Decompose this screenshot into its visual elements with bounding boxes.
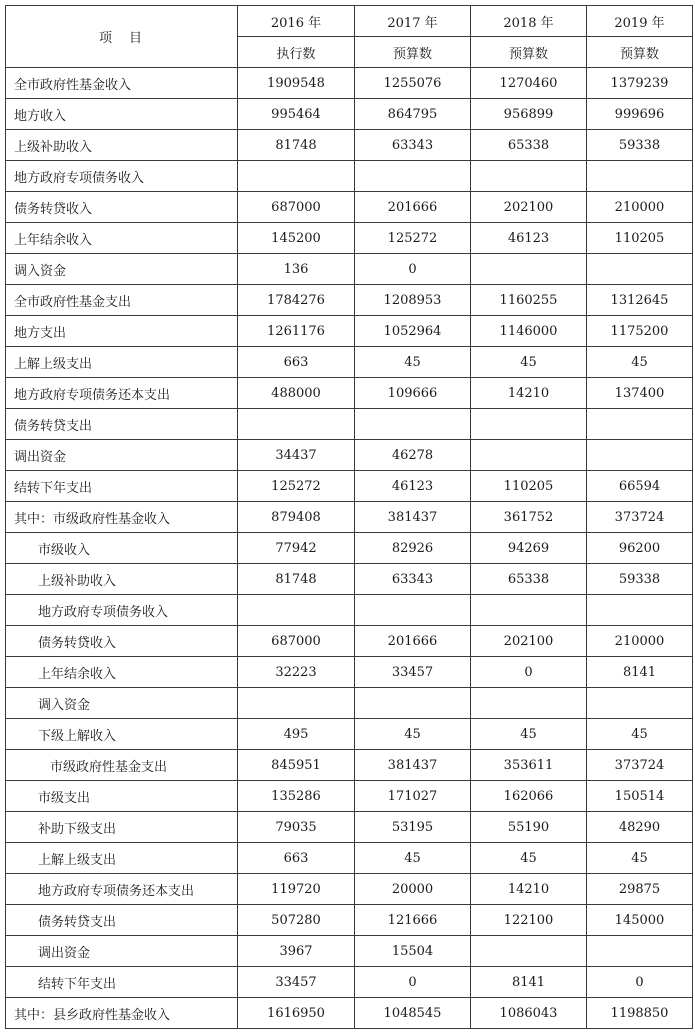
row-value: 29875 (587, 874, 693, 905)
row-label: 债务转贷支出 (6, 409, 238, 440)
row-value: 663 (238, 843, 355, 874)
row-value (471, 688, 587, 719)
header-year: 2019 年 (587, 6, 693, 37)
row-value (587, 688, 693, 719)
row-value: 381437 (355, 502, 471, 533)
row-value: 353611 (471, 750, 587, 781)
row-label: 上年结余收入 (6, 223, 238, 254)
row-value: 121666 (355, 905, 471, 936)
table-body (6, 68, 693, 1029)
row-value: 201666 (355, 626, 471, 657)
row-value: 1616950 (238, 998, 355, 1029)
table-row (6, 471, 693, 502)
row-value: 495 (238, 719, 355, 750)
table-row (6, 316, 693, 347)
row-value: 1379239 (587, 68, 693, 99)
table-row (6, 161, 693, 192)
row-value: 45 (355, 347, 471, 378)
row-label: 地方收入 (6, 99, 238, 130)
table-row (6, 657, 693, 688)
row-value: 0 (471, 657, 587, 688)
header-year: 2016 年 (238, 6, 355, 37)
row-value (355, 688, 471, 719)
row-value: 0 (587, 967, 693, 998)
header-type: 预算数 (355, 37, 471, 68)
row-value: 55190 (471, 812, 587, 843)
table-row (6, 812, 693, 843)
row-label: 调出资金 (6, 440, 238, 471)
row-value: 122100 (471, 905, 587, 936)
row-value: 81748 (238, 564, 355, 595)
row-value: 145200 (238, 223, 355, 254)
row-value: 66594 (587, 471, 693, 502)
table-row (6, 626, 693, 657)
row-value: 1909548 (238, 68, 355, 99)
row-label: 市级收入 (6, 533, 238, 564)
header-type: 执行数 (238, 37, 355, 68)
row-value: 110205 (587, 223, 693, 254)
row-label: 结转下年支出 (6, 471, 238, 502)
row-value: 46278 (355, 440, 471, 471)
row-value: 202100 (471, 626, 587, 657)
row-value (238, 161, 355, 192)
table-row (6, 409, 693, 440)
row-value: 1255076 (355, 68, 471, 99)
row-value: 45 (587, 843, 693, 874)
row-label: 上解上级支出 (6, 843, 238, 874)
row-value: 162066 (471, 781, 587, 812)
row-value: 77942 (238, 533, 355, 564)
row-value: 845951 (238, 750, 355, 781)
row-value: 109666 (355, 378, 471, 409)
row-value: 171027 (355, 781, 471, 812)
row-label: 调出资金 (6, 936, 238, 967)
row-value: 136 (238, 254, 355, 285)
row-value (587, 254, 693, 285)
row-value: 33457 (355, 657, 471, 688)
row-label: 债务转贷支出 (6, 905, 238, 936)
row-value: 14210 (471, 378, 587, 409)
row-value: 361752 (471, 502, 587, 533)
header-year: 2017 年 (355, 6, 471, 37)
table-row (6, 719, 693, 750)
row-value: 0 (355, 967, 471, 998)
row-value (238, 409, 355, 440)
row-label: 结转下年支出 (6, 967, 238, 998)
row-value: 1312645 (587, 285, 693, 316)
row-label: 地方政府专项债务还本支出 (6, 874, 238, 905)
row-value (587, 161, 693, 192)
row-value (471, 254, 587, 285)
table-row (6, 285, 693, 316)
row-value: 1146000 (471, 316, 587, 347)
row-value (238, 595, 355, 626)
row-value: 145000 (587, 905, 693, 936)
row-value (471, 595, 587, 626)
row-value: 65338 (471, 130, 587, 161)
row-label: 其中：县乡政府性基金收入 (6, 998, 238, 1029)
table-row (6, 967, 693, 998)
row-value: 15504 (355, 936, 471, 967)
row-value (587, 440, 693, 471)
row-value: 82926 (355, 533, 471, 564)
table-row (6, 378, 693, 409)
row-value: 488000 (238, 378, 355, 409)
row-value: 1208953 (355, 285, 471, 316)
row-value: 33457 (238, 967, 355, 998)
row-value: 59338 (587, 130, 693, 161)
header-item: 项 目 (6, 6, 238, 68)
row-value: 210000 (587, 192, 693, 223)
table-row (6, 843, 693, 874)
row-value: 46123 (471, 223, 587, 254)
row-value: 210000 (587, 626, 693, 657)
row-label: 上级补助收入 (6, 130, 238, 161)
row-value (471, 936, 587, 967)
row-value: 45 (587, 347, 693, 378)
row-value: 135286 (238, 781, 355, 812)
row-value: 381437 (355, 750, 471, 781)
row-label: 调入资金 (6, 688, 238, 719)
row-value: 202100 (471, 192, 587, 223)
row-value: 20000 (355, 874, 471, 905)
row-label: 其中：市级政府性基金收入 (6, 502, 238, 533)
row-value: 150514 (587, 781, 693, 812)
row-value: 687000 (238, 626, 355, 657)
row-value (355, 595, 471, 626)
table-row (6, 130, 693, 161)
row-value: 34437 (238, 440, 355, 471)
row-value: 1198850 (587, 998, 693, 1029)
row-value: 46123 (355, 471, 471, 502)
row-value: 81748 (238, 130, 355, 161)
row-value: 125272 (238, 471, 355, 502)
table-row (6, 99, 693, 130)
row-value: 45 (587, 719, 693, 750)
row-value: 45 (355, 719, 471, 750)
row-value: 956899 (471, 99, 587, 130)
row-value: 373724 (587, 750, 693, 781)
row-value: 45 (471, 347, 587, 378)
table-row (6, 905, 693, 936)
table-row (6, 936, 693, 967)
header-year: 2018 年 (471, 6, 587, 37)
row-value: 1784276 (238, 285, 355, 316)
row-value: 1261176 (238, 316, 355, 347)
row-value: 507280 (238, 905, 355, 936)
table-row (6, 688, 693, 719)
row-label: 地方支出 (6, 316, 238, 347)
row-value: 8141 (471, 967, 587, 998)
row-value: 201666 (355, 192, 471, 223)
table-row (6, 874, 693, 905)
row-value (587, 936, 693, 967)
row-value: 373724 (587, 502, 693, 533)
row-value: 1160255 (471, 285, 587, 316)
table-row (6, 347, 693, 378)
row-value: 14210 (471, 874, 587, 905)
row-value: 32223 (238, 657, 355, 688)
budget-table-container (5, 5, 693, 1029)
row-value: 45 (471, 843, 587, 874)
table-row (6, 440, 693, 471)
header-type: 预算数 (471, 37, 587, 68)
row-label: 上级补助收入 (6, 564, 238, 595)
row-value (471, 409, 587, 440)
header-row-years (6, 6, 693, 37)
row-value: 53195 (355, 812, 471, 843)
row-value: 96200 (587, 533, 693, 564)
row-label: 上年结余收入 (6, 657, 238, 688)
row-value (587, 409, 693, 440)
row-label: 上解上级支出 (6, 347, 238, 378)
row-value (355, 161, 471, 192)
row-value: 79035 (238, 812, 355, 843)
table-row (6, 68, 693, 99)
row-value (355, 409, 471, 440)
row-value: 1086043 (471, 998, 587, 1029)
header-type: 预算数 (587, 37, 693, 68)
row-label: 全市政府性基金支出 (6, 285, 238, 316)
row-value: 137400 (587, 378, 693, 409)
row-label: 下级上解收入 (6, 719, 238, 750)
table-row (6, 254, 693, 285)
table-row (6, 998, 693, 1029)
row-value: 63343 (355, 564, 471, 595)
row-value (471, 440, 587, 471)
row-label: 债务转贷收入 (6, 192, 238, 223)
row-value: 999696 (587, 99, 693, 130)
row-value: 94269 (471, 533, 587, 564)
row-value: 125272 (355, 223, 471, 254)
row-value: 8141 (587, 657, 693, 688)
row-label: 市级政府性基金支出 (6, 750, 238, 781)
row-value: 110205 (471, 471, 587, 502)
row-value: 48290 (587, 812, 693, 843)
table-row (6, 192, 693, 223)
row-label: 补助下级支出 (6, 812, 238, 843)
row-label: 地方政府专项债务收入 (6, 595, 238, 626)
table-row (6, 533, 693, 564)
row-value: 663 (238, 347, 355, 378)
row-value: 0 (355, 254, 471, 285)
table-header (6, 6, 693, 68)
row-label: 调入资金 (6, 254, 238, 285)
row-value: 3967 (238, 936, 355, 967)
table-row (6, 750, 693, 781)
row-label: 债务转贷收入 (6, 626, 238, 657)
row-value (471, 161, 587, 192)
row-label: 市级支出 (6, 781, 238, 812)
row-value: 119720 (238, 874, 355, 905)
row-value: 995464 (238, 99, 355, 130)
row-value: 879408 (238, 502, 355, 533)
row-value: 63343 (355, 130, 471, 161)
row-label: 地方政府专项债务收入 (6, 161, 238, 192)
row-value (587, 595, 693, 626)
row-value: 59338 (587, 564, 693, 595)
row-value: 45 (471, 719, 587, 750)
row-label: 地方政府专项债务还本支出 (6, 378, 238, 409)
table-row (6, 595, 693, 626)
row-value (238, 688, 355, 719)
table-row (6, 223, 693, 254)
row-value: 1175200 (587, 316, 693, 347)
row-value: 65338 (471, 564, 587, 595)
row-value: 1048545 (355, 998, 471, 1029)
row-value: 687000 (238, 192, 355, 223)
table-row (6, 502, 693, 533)
row-label: 全市政府性基金收入 (6, 68, 238, 99)
row-value: 864795 (355, 99, 471, 130)
government-fund-budget-table (5, 5, 693, 1029)
table-row (6, 781, 693, 812)
row-value: 1052964 (355, 316, 471, 347)
row-value: 1270460 (471, 68, 587, 99)
table-row (6, 564, 693, 595)
row-value: 45 (355, 843, 471, 874)
